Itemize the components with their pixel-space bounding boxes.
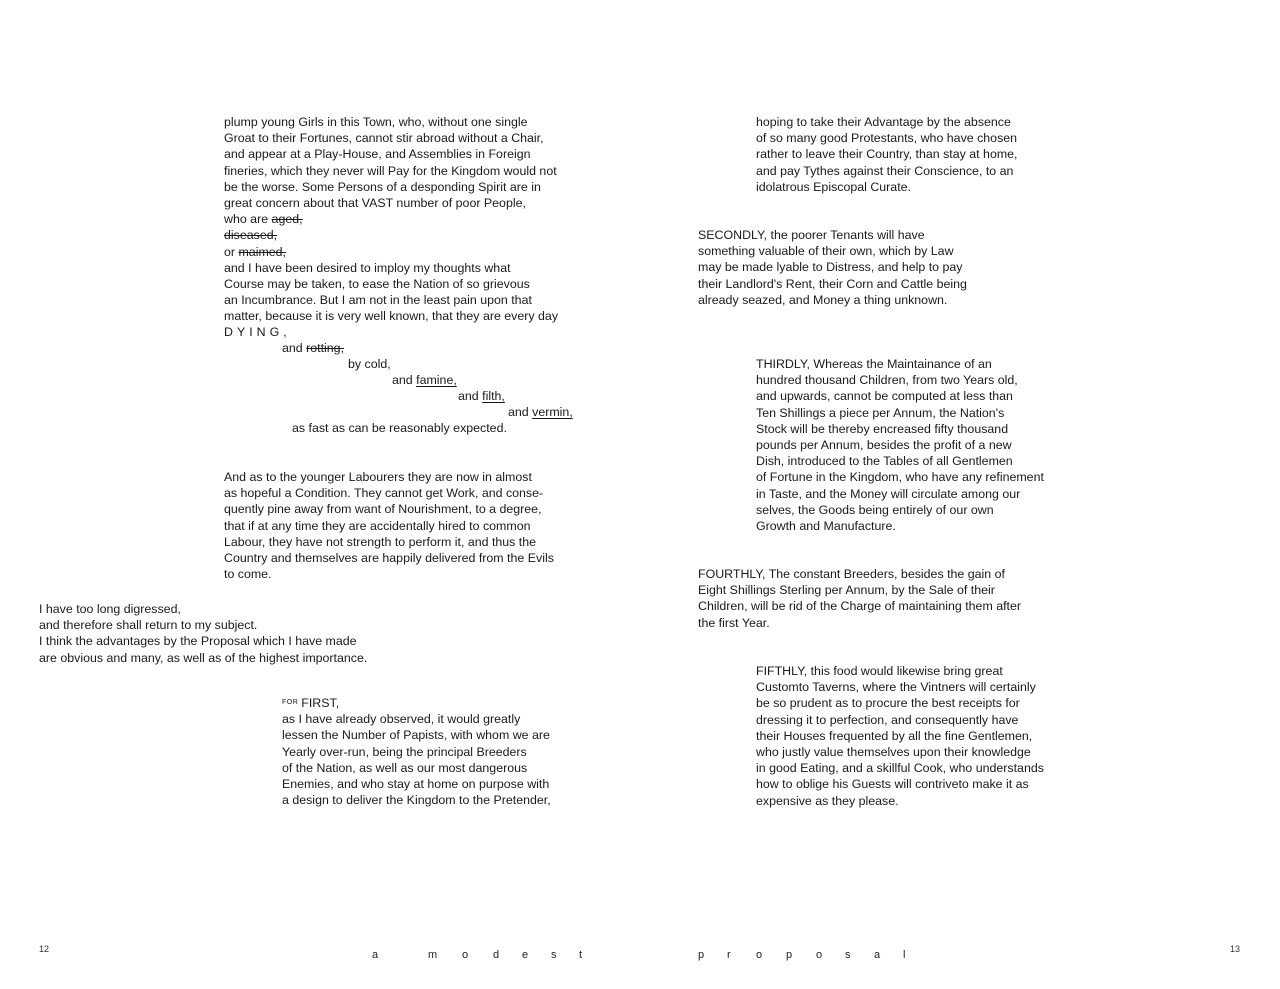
right-paragraph-secondly [698,227,967,308]
for-label: FOR [282,699,299,706]
text-line: are obvious and many, as well as of the highest importance. [39,650,368,665]
text-line: how to oblige his Guests will contriveto make it as [756,777,1029,792]
text-line: Course may be taken, to ease the Nation of so grievous [224,276,530,291]
text-line: and I have been desired to imploy my thoughts what [224,260,511,275]
underlined-word-famine: famine, [416,373,457,387]
text-line: hundred thousand Children, from two Years old, [756,373,1018,388]
text-line: idolatrous Episcopal Curate. [756,179,911,194]
text-line: who justly value themselves upon their knowledge [756,744,1031,759]
text-line: Dish, introduced to the Tables of all Gentlemen [756,454,1013,469]
text-line: something valuable of their own, which by Law [698,244,954,259]
text-line: Eight Shillings Sterling per Annum, by the Sale of their [698,583,995,598]
text-line: Stock will be thereby encreased fifty thousand [756,421,1009,436]
text-line: a design to deliver the Kingdom to the Pretender, [282,793,551,808]
left-paragraph-1 [224,114,558,341]
text-line: SECONDLY, the poorer Tenants will have [698,228,925,242]
filth-line: and filth, [458,389,505,403]
right-paragraph-thirdly [756,356,1044,534]
struck-word-diseased: diseased, [224,228,278,243]
text-line: THIRDLY, Whereas the Maintainance of an [756,357,992,371]
maimed-line: or maimed, [224,244,286,259]
who-are-line: who are aged, [224,212,303,227]
text-line: that if at any time they are accidentally hired to common [224,518,531,533]
text-line: already seazed, and Money a thing unknown. [698,292,948,307]
first-heading: $^{FOR}$ FIRST, [282,696,340,710]
page-number-right: 13 [1230,944,1241,954]
underlined-word-filth: filth, [482,389,505,403]
text-line: of Fortune in the Kingdom, who have any refinement [756,470,1044,485]
struck-word-rotting: rotting, [306,341,345,355]
text-line: I think the advantages by the Proposal which I have made [39,634,357,649]
text-line: Enemies, and who stay at home on purpose with [282,776,550,791]
text-line: Country and themselves are happily delivered from the Evils [224,550,554,565]
text-line: Labour, they have not strength to perform it, and thus the [224,534,537,549]
text-line: their Landlord's Rent, their Corn and Cattle being [698,276,967,291]
text-line: to come. [224,567,272,582]
right-paragraph-fifthly [756,663,1044,809]
left-paragraph-4 [39,601,367,666]
vermin-line: and vermin, [508,405,573,419]
text-line: Customto Taverns, where the Vintners will certainly [756,680,1036,695]
text-line: hoping to take their Advantage by the absence [756,115,1011,129]
right-paragraph-fourthly [698,566,1021,631]
text-line: rather to leave their Country, than stay at home, [756,147,1018,162]
text-line: in good Eating, and a skillful Cook, who understands [756,761,1044,776]
text-line: and upwards, cannot be computed at less than [756,389,1013,404]
struck-word-maimed: maimed, [238,244,286,259]
text-line: and appear at a Play-House, and Assemblies in Foreign [224,147,531,162]
text-line: of the Nation, as well as our most dangerous [282,760,528,775]
text-line: and pay Tythes against their Conscience, to an [756,163,1014,178]
as-fast-line: as fast as can be reasonably expected. [292,421,507,435]
famine-line: and famine, [392,373,457,387]
text-line: plump young Girls in this Town, who, without one single [224,115,528,129]
text-line: great concern about that VAST number of poor People, [224,195,526,210]
text-line: I have too long digressed, [39,602,181,616]
struck-word-aged: aged, [271,212,303,227]
text-line: may be made lyable to Distress, and help to pay [698,260,963,275]
book-spread: plump young Girls in this Town, who, without one single Groat to their Fortunes, cannot stir abroad without a Chair, and appear at a Play-House, and Assemblies in Foreign fineries, which they never will Pay for the Kingdom would not be the worse. Some Persons of a desponding Spirit are in great concern about that VAST number of poor People, who are aged, diseased, or maimed, and I have been desired to imploy my thoughts what Course may be taken, to ease the Nation of so grievous an Incumbrance. But I am not in the least pain upon that matter, because it is very well known, that they are every day DYING, and rotting, by cold, and famine, and filth, and vermin, as fast as can be reasonably expected. And as to the younger Labourers they are now in almost as hopeful a Condition. They cannot get Work, and conse- quently pine away from want of Nourishment, to a degree, that if at any time they are accidentally hired to common Labour, they have not strength to perform it, and thus the Country and themselves are happily delivered from the Evils to come. I have too long digressed, and therefore shall return to my subject. I think the advantages by the Proposal which I have made are obvious and many, as well as of the highest importance. $^{FOR}$ FIRST, as I have already observed, it would greatly lessen the Number of Papists, with whom we are Yearly over-run, being the principal Breeders of the Nation, as well as our most dangerous Enemies, and who stay at home on purpose with a design to deliver the Kingdom to the Pretender, 12 a m o d e s t hoping to take their Advantage by the absence of so many good Protestants, who have chosen rather to leave their Country, than stay at home, and pay Tythes against their Conscience, to an idolatrous Episcopal Curate. SECONDLY, the poorer Tenants will have something valuable of their own, which by Law may be made lyable to Distress, and help to pay their Landlord's Rent, their Corn and Cattle being already seazed, and Money a thing unknown. THIRDLY, Whereas the Maintainance of an hundred thousand Children, from two Years old, and upwards, cannot be computed at less than Ten Shillings a piece per Annum, the Nation's Stock will be thereby encreased fifty thousand pounds per Annum, besides the profit of a new Dish, introduced to the Tables of all Gentlemen of Fortune in the Kingdom, who have any refinement in Taste, and the Money will circulate among our selves, the Goods being entirely of our own Growth and Manufacture. FOURTHLY, The constant Breeders, besides the gain of Eight Shillings Sterling per Annum, by the Sale of their Children, will be rid of the Charge of maintaining them after the first Year. FIFTHLY, this food would likewise bring great Customto Taverns, where the Vintners will certainly be so prudent as to procure the best receipts for dressing it to perfection, and consequently have their Houses frequented by all the fine Gentlemen, who justly value themselves upon their knowledge in good Eating, and a skillful Cook, who understands how to oblige his Guests will contriveto make it as expensive as they please. p r o p o s a l 13 [39,115,1241,961]
right-paragraph-1 [756,114,1018,195]
text-line: of so many good Protestants, who have chosen [756,131,1018,146]
text-line: matter, because it is very well known, that they are every day [224,309,559,324]
text-line: Children, will be rid of the Charge of maintaining them after [698,599,1022,614]
underlined-word-vermin: vermin, [532,405,573,419]
text-line: dressing it to perfection, and consequently have [756,712,1019,727]
text-line: Groat to their Fortunes, cannot stir abroad without a Chair, [224,131,544,146]
text-line: in Taste, and the Money will circulate among our [756,486,1021,501]
text-line: and therefore shall return to my subject. [39,618,258,633]
diseased-line [224,227,558,243]
page-number-left: 12 [39,944,50,954]
text-line: an Incumbrance. But I am not in the least pain upon that [224,293,532,308]
left-paragraph-3 [224,469,554,582]
text-line: as hopeful a Condition. They cannot get Work, and conse- [224,486,544,501]
text-line: fineries, which they never will Pay for the Kingdom would not [224,163,557,178]
text-line: Yearly over-run, being the principal Breeders [282,744,527,759]
left-paragraph-5 [282,695,551,808]
text-line: And as to the younger Labourers they are now in almost [224,470,532,484]
text-line: be the worse. Some Persons of a desponding Spirit are in [224,179,541,194]
text-line: Ten Shillings a piece per Annum, the Nation's [756,405,1005,420]
text-line: as I have already observed, it would greatly [282,712,521,727]
text-line: lessen the Number of Papists, with whom we are [282,728,550,743]
text-line: pounds per Annum, besides the profit of a new [756,437,1012,452]
rotting-line: and rotting, [282,341,345,355]
by-cold-line: by cold, [348,357,391,371]
text-line: FIFTHLY, this food would likewise bring great [756,664,1003,678]
text-line: the first Year. [698,615,770,630]
text-line: selves, the Goods being entirely of our own [756,502,994,517]
text-line: quently pine away from want of Nourishment, to a degree, [224,502,542,517]
text-line: their Houses frequented by all the fine Gentlemen, [756,728,1033,743]
dying-word: DYING, [224,325,291,340]
text-line: Growth and Manufacture. [756,518,896,533]
text-line: FOURTHLY, The constant Breeders, besides the gain of [698,567,1005,581]
text-line: expensive as they please. [756,793,899,808]
text-line: be so prudent as to procure the best receipts for [756,696,1020,711]
